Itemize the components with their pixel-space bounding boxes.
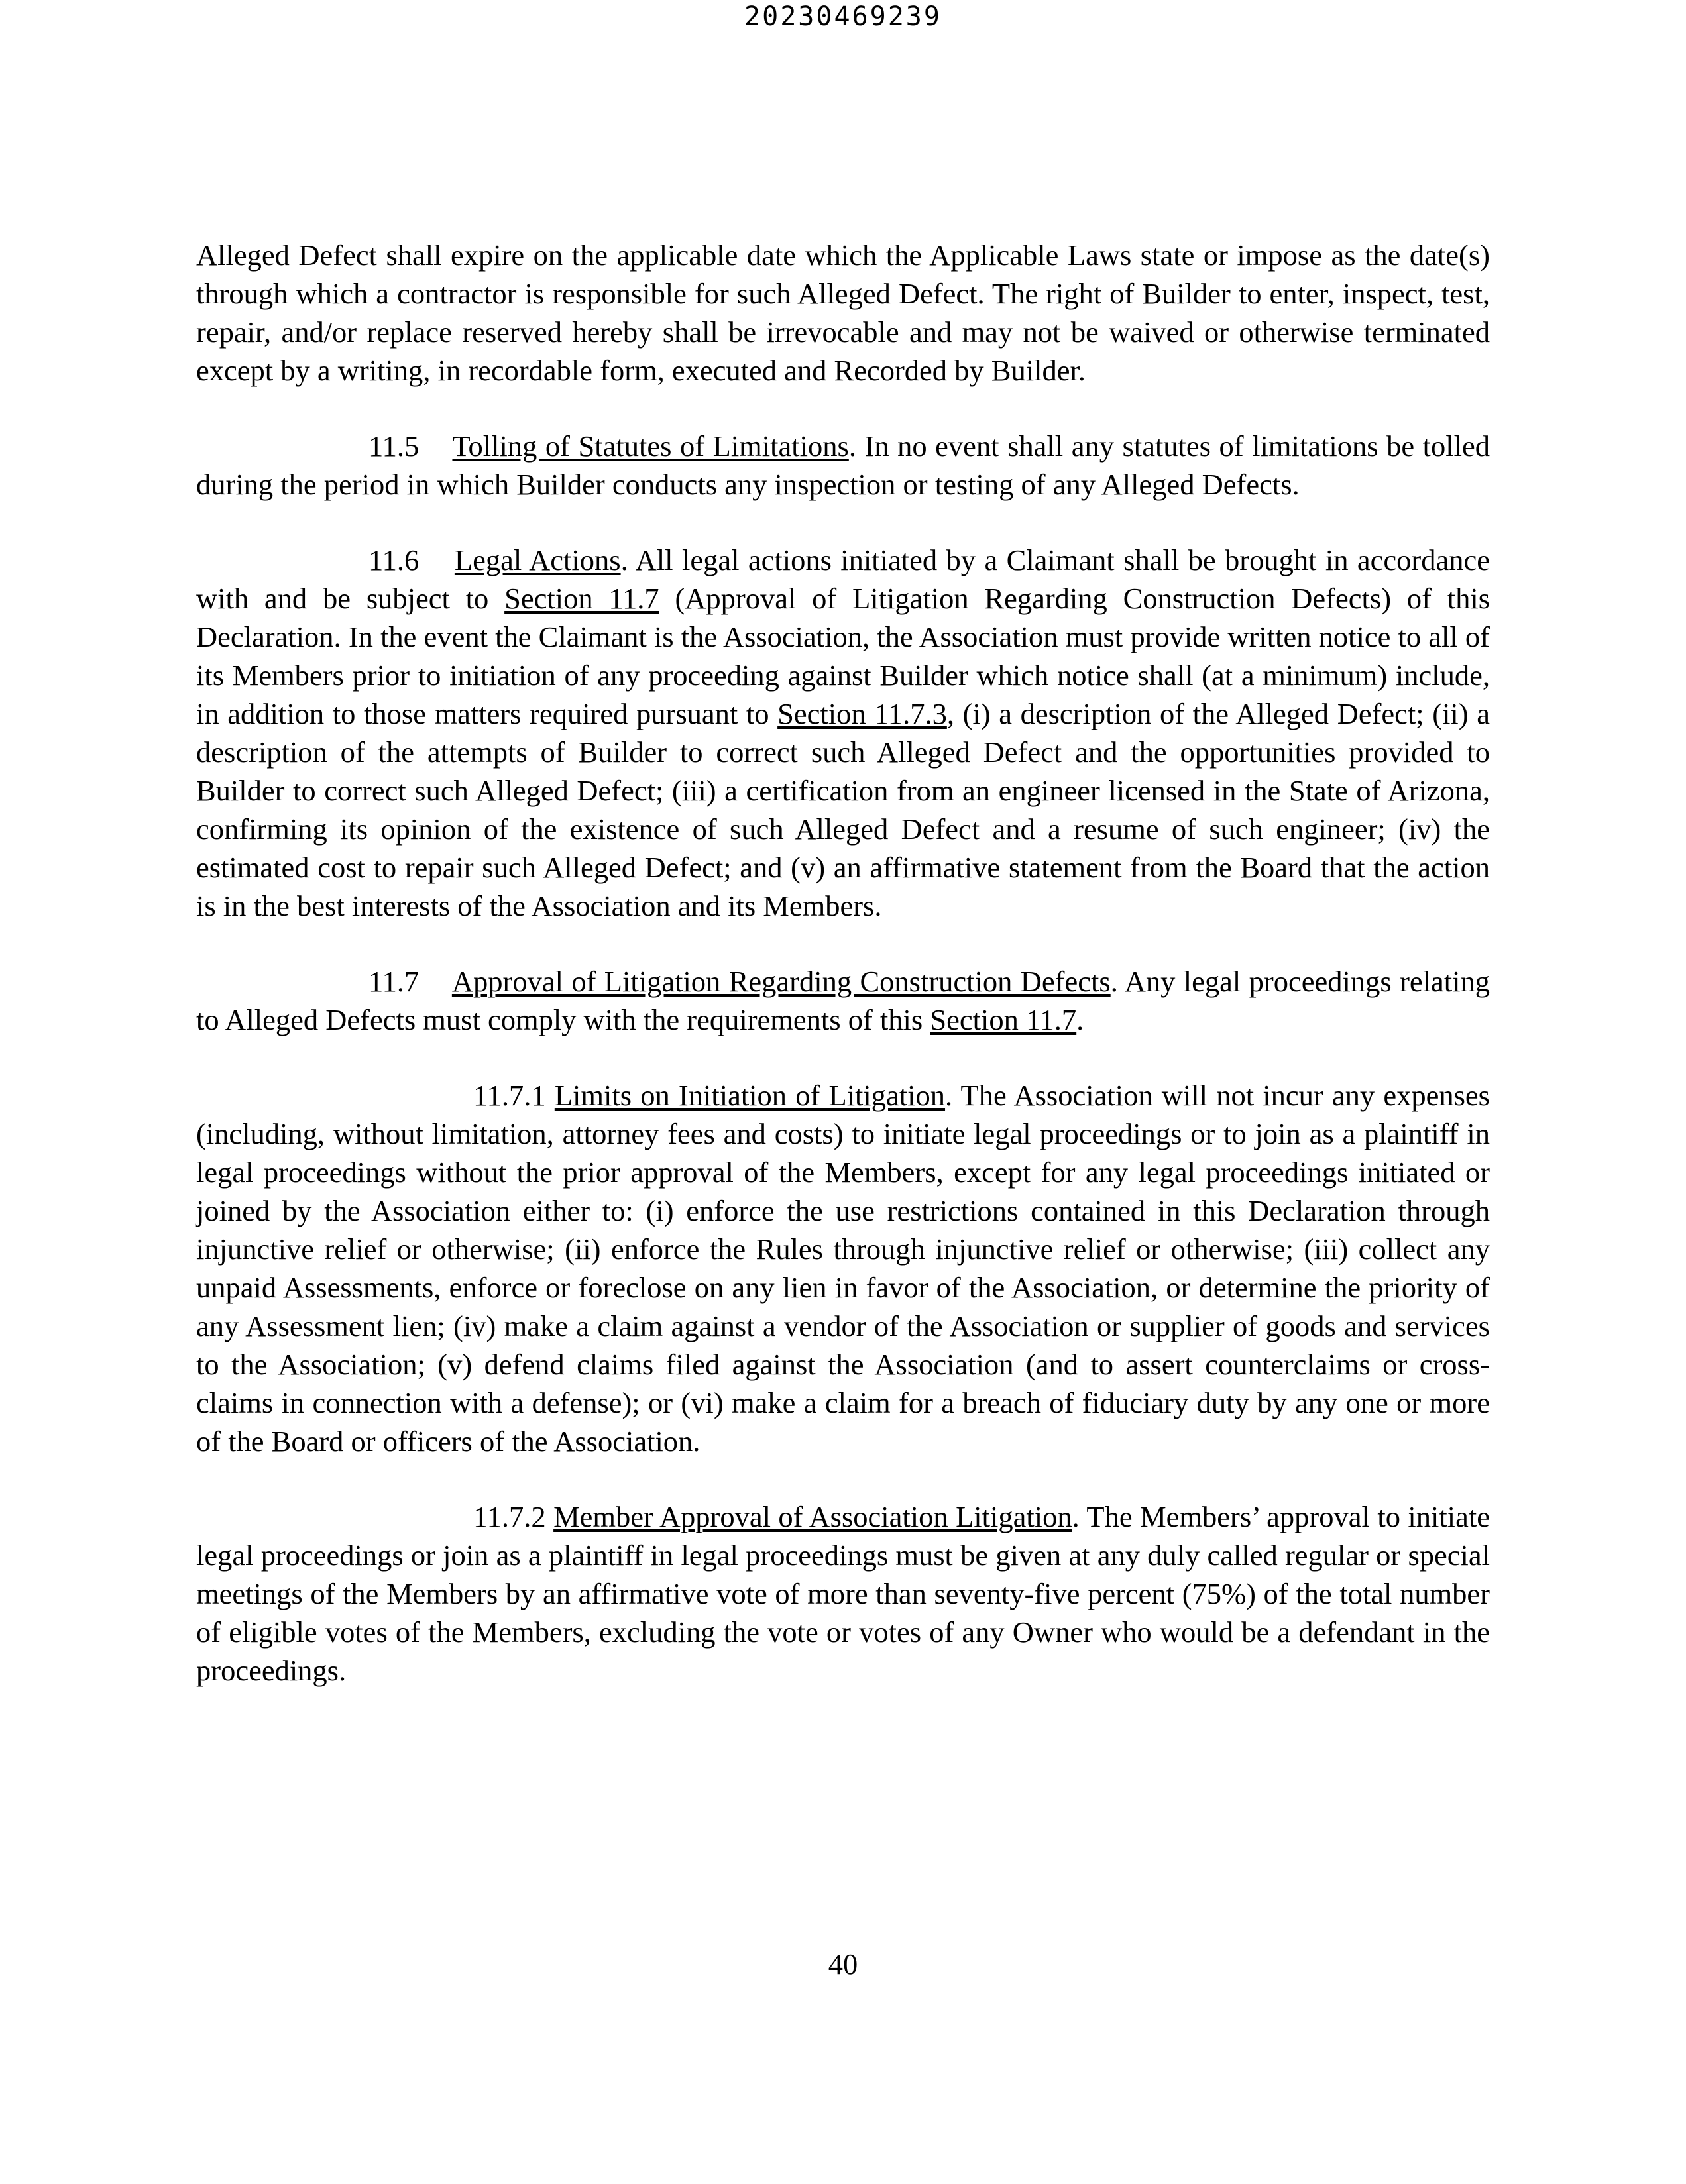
section-body: . All legal actions initiated by a Claimant shall be brought in accordance with and be subject to [196,543,1490,615]
section-number: 11.7.1 [473,1079,546,1112]
page-number: 40 [828,1947,858,1981]
paragraph-text: Alleged Defect shall expire on the applicable date which the Applicable Laws state or impose as the date(s) through which a contractor is responsible for such Alleged Defect. The right of Builder to enter, inspect, test, repair, and/or replace reserved hereby shall be irrevocable and may not be waived or otherwise terminated except by a writing, in recordable form, executed and Recorded by Builder. [196,239,1490,387]
document-number: 20230469239 [744,1,942,32]
document-body [196,236,1490,1727]
section-body: . Any legal proceedings relating to Alleged Defects must comply with the requirements of this [196,965,1490,1036]
section-11-7-2 [196,1498,1490,1690]
section-number: 11.6 [368,543,420,576]
section-body: (Approval of Litigation Regarding Construction Defects) of this Declaration. In the event the Claimant is the Association, the Association must provide written notice to all of its Members prior to initiation of any proceeding against Builder which notice shall (at a minimum) include, in addition to those matters required pursuant to [196,582,1490,730]
section-number: 11.7.2 [473,1500,546,1533]
section-body: . In no event shall any statutes of limitations be tolled during the period in which Builder conducts any inspection or testing of any Alleged Defects. [196,429,1490,501]
section-heading: Tolling of Statutes of Limitations [452,429,849,463]
section-body: . The Association will not incur any expenses (including, without limitation, attorney fees and costs) to initiate legal proceedings or to join as a plaintiff in legal proceedings without the prior approval of the Members, except for any legal proceedings initiated or joined by the Association either to: (i) enforce the use restrictions contained in this Declaration through injunctive relief or otherwise; (ii) enforce the Rules through injunctive relief or otherwise; (iii) collect any unpaid Assessments, enforce or foreclose on any lien in favor of the Association, or determine the priority of any Assessment lien; (iv) make a claim against a vendor of the Association or supplier of goods and services to the Association; (v) defend claims filed against the Association (and to assert counterclaims or cross-claims in connection with a defense); or (vi) make a claim for a breach of fiduciary duty by any one or more of the Board or officers of the Association. [196,1079,1490,1458]
section-reference: Section 11.7 [930,1003,1077,1036]
section-heading: Limits on Initiation of Litigation [554,1079,946,1112]
section-heading: Member Approval of Association Litigation [553,1500,1072,1533]
section-number: 11.5 [368,429,420,463]
section-11-6 [196,541,1490,925]
section-heading: Legal Actions [454,543,621,576]
section-heading: Approval of Litigation Regarding Construction Defects [451,965,1111,998]
section-11-7 [196,962,1490,1039]
section-body: , (i) a description of the Alleged Defect; (ii) a description of the attempts of Builder to correct such Alleged Defect and the opportunities provided to Builder to correct such Alleged Defect; (iii) a certification from an engineer licensed in the State of Arizona, confirming its opinion of the existence of such Alleged Defect and a resume of such engineer; (iv) the estimated cost to repair such Alleged Defect; and (v) an affirmative statement from the Board that the action is in the best interests of the Association and its Members. [196,697,1490,922]
section-reference: Section 11.7 [504,582,659,615]
section-body: . [1076,1003,1084,1036]
section-11-5 [196,427,1490,504]
section-body: . The Members’ approval to initiate legal proceedings or join as a plaintiff in legal proceedings must be given at any duly called regular or special meetings of the Members by an affirmative vote of more than seventy-five percent (75%) of the total number of eligible votes of the Members, excluding the vote or votes of any Owner who would be a defendant in the proceedings. [196,1500,1490,1687]
section-reference: Section 11.7.3 [777,697,947,730]
section-11-7-1 [196,1076,1490,1460]
section-number: 11.7 [368,965,420,998]
paragraph-continuation [196,236,1490,390]
